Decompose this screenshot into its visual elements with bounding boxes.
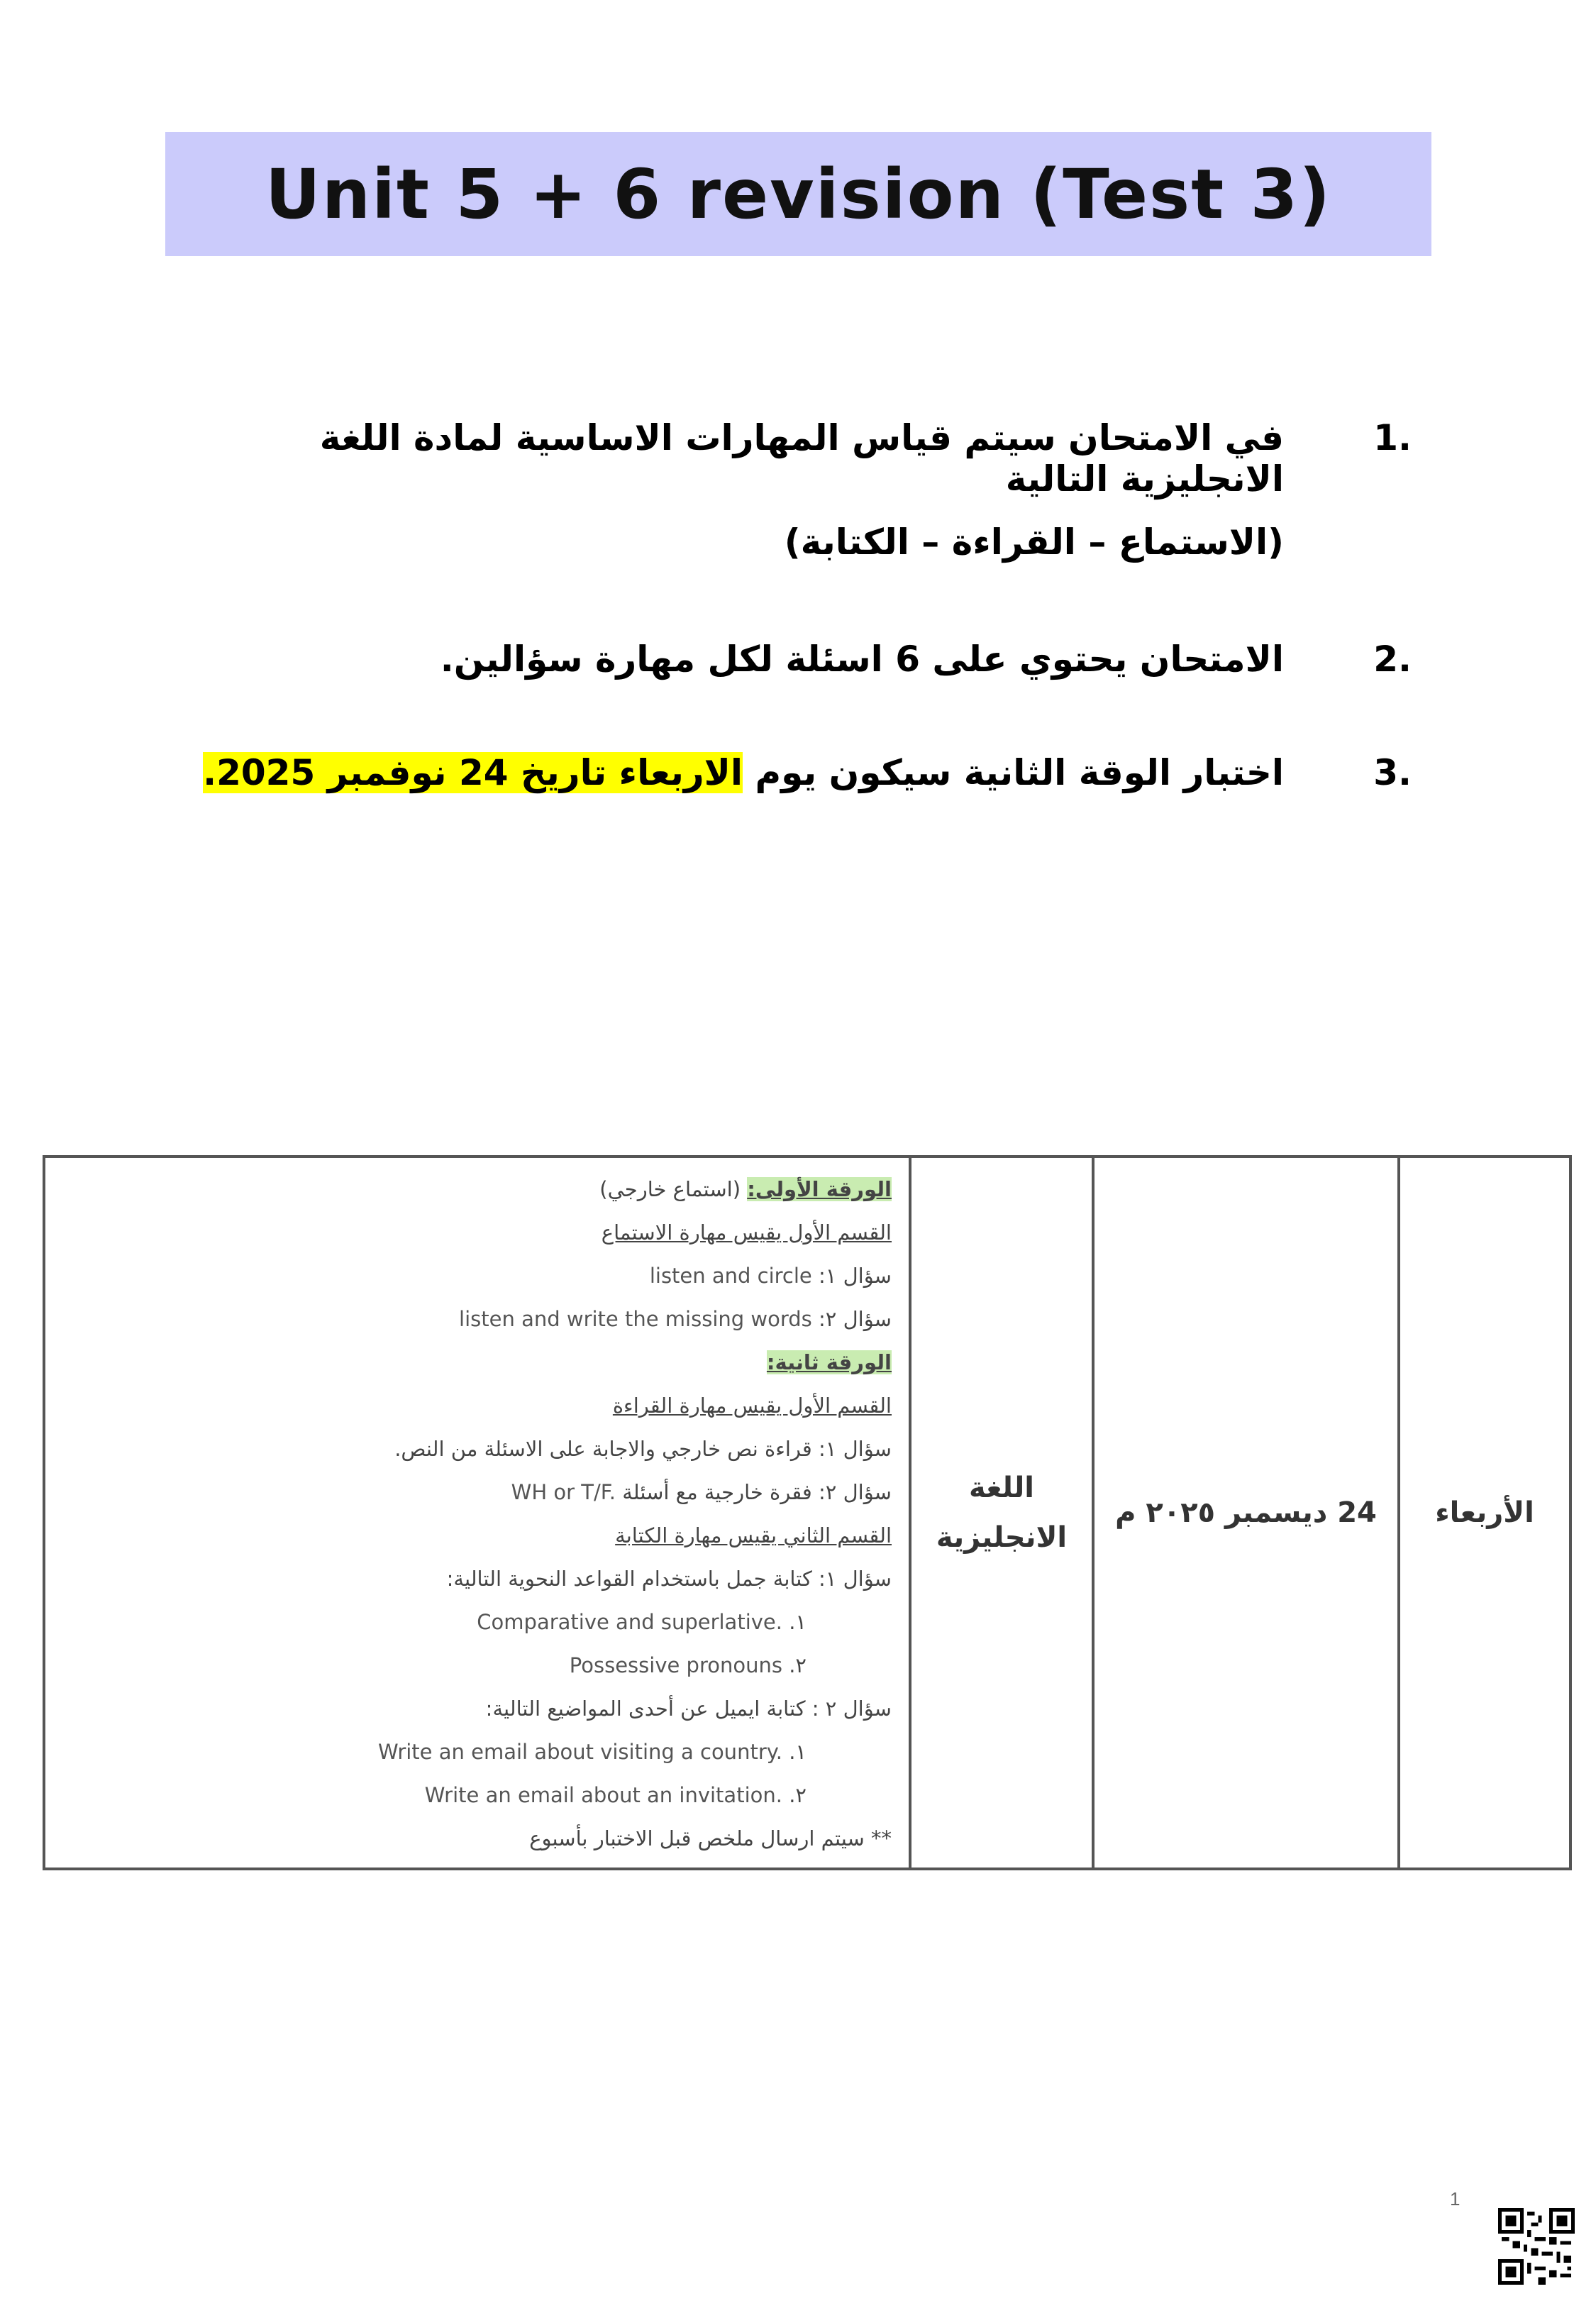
paper-note: (استماع خارجي) xyxy=(599,1177,741,1201)
question-prefix: سؤال ٢: فقرة خارجية مع أسئلة xyxy=(622,1480,892,1504)
question-prefix: سؤال ١: xyxy=(819,1264,892,1288)
question-line xyxy=(52,1254,892,1298)
question-line: سؤال ٢ : كتابة ايميل عن أحدى المواضيع التالية: xyxy=(485,1697,892,1721)
qr-code-icon xyxy=(1498,2208,1575,2285)
instruction-number: 2. xyxy=(1373,639,1412,680)
instruction-text: الامتحان يحتوي على 6 اسئلة لكل مهارة سؤالين. xyxy=(440,639,1284,680)
table-row xyxy=(44,1157,1570,1869)
content-cell xyxy=(44,1157,910,1869)
question-line xyxy=(52,1298,892,1341)
list-item xyxy=(52,1644,892,1687)
paper-label: الورقة ثانية: xyxy=(766,1350,892,1374)
list-item xyxy=(52,1774,892,1817)
item-number: ٢. xyxy=(789,1653,807,1677)
item-text: Comparative and superlative. xyxy=(477,1610,782,1634)
item-number: ١. xyxy=(789,1610,807,1634)
section-heading: القسم الثاني يقيس مهارة الكتابة xyxy=(615,1523,892,1548)
item-text: Possessive pronouns xyxy=(569,1653,782,1677)
list-item xyxy=(52,1731,892,1774)
instruction-text-plain: اختبار الوقة الثانية سيكون يوم xyxy=(743,752,1284,793)
instruction-text xyxy=(192,752,1284,793)
page-number: 1 xyxy=(1450,2188,1461,2210)
day-cell: الأربعاء xyxy=(1399,1157,1570,1869)
paper-label: الورقة الأولى: xyxy=(747,1177,892,1201)
question-english: WH or T/F. xyxy=(511,1480,616,1504)
instruction-1-continued xyxy=(192,522,1412,563)
paper-1-heading xyxy=(52,1168,892,1211)
highlighted-date: الاربعاء تاريخ 24 نوفمبر 2025. xyxy=(203,752,743,793)
question-line: سؤال ١: قراءة نص خارجي والاجابة على الاسئلة من النص. xyxy=(394,1437,892,1461)
item-text: Write an email about visiting a country. xyxy=(377,1740,782,1764)
date-cell: 24 ديسمبر ٢٠٢٥ م xyxy=(1093,1157,1399,1869)
subject-line: اللغة xyxy=(969,1472,1034,1504)
exam-schedule-table xyxy=(43,1155,1572,1870)
item-number: ٢. xyxy=(789,1783,807,1807)
document-title: Unit 5 + 6 revision (Test 3) xyxy=(265,154,1332,234)
question-english: listen and circle xyxy=(649,1264,812,1288)
question-english: listen and write the missing words xyxy=(459,1307,812,1331)
instruction-text: في الامتحان سيتم قياس المهارات الاساسية لمادة اللغة الانجليزية التالية xyxy=(319,417,1284,500)
instruction-2 xyxy=(192,639,1412,680)
section-heading: القسم الأول يقيس مهارة الاستماع xyxy=(601,1220,892,1245)
subject-cell xyxy=(910,1157,1093,1869)
subject-line: الانجليزية xyxy=(936,1521,1068,1554)
paper-2-heading xyxy=(52,1341,892,1384)
title-banner xyxy=(165,132,1431,256)
instruction-text: (الاستماع – القراءة – الكتابة) xyxy=(784,522,1284,563)
list-item xyxy=(52,1601,892,1644)
footnote: ** سيتم ارسال ملخص قبل الاختبار بأسبوع xyxy=(529,1826,892,1850)
item-number: ١. xyxy=(789,1740,807,1764)
instruction-1 xyxy=(192,417,1412,500)
instruction-3 xyxy=(192,752,1412,793)
question-prefix: سؤال ٢: xyxy=(819,1307,892,1331)
question-line: سؤال ١: كتابة جمل باستخدام القواعد النحوية التالية: xyxy=(446,1567,892,1591)
question-line xyxy=(52,1471,892,1514)
item-text: Write an email about an invitation. xyxy=(424,1783,782,1807)
section-heading: القسم الأول يقيس مهارة القراءة xyxy=(612,1394,892,1418)
instruction-number: 1. xyxy=(1373,417,1412,458)
instruction-number: 3. xyxy=(1373,752,1412,793)
